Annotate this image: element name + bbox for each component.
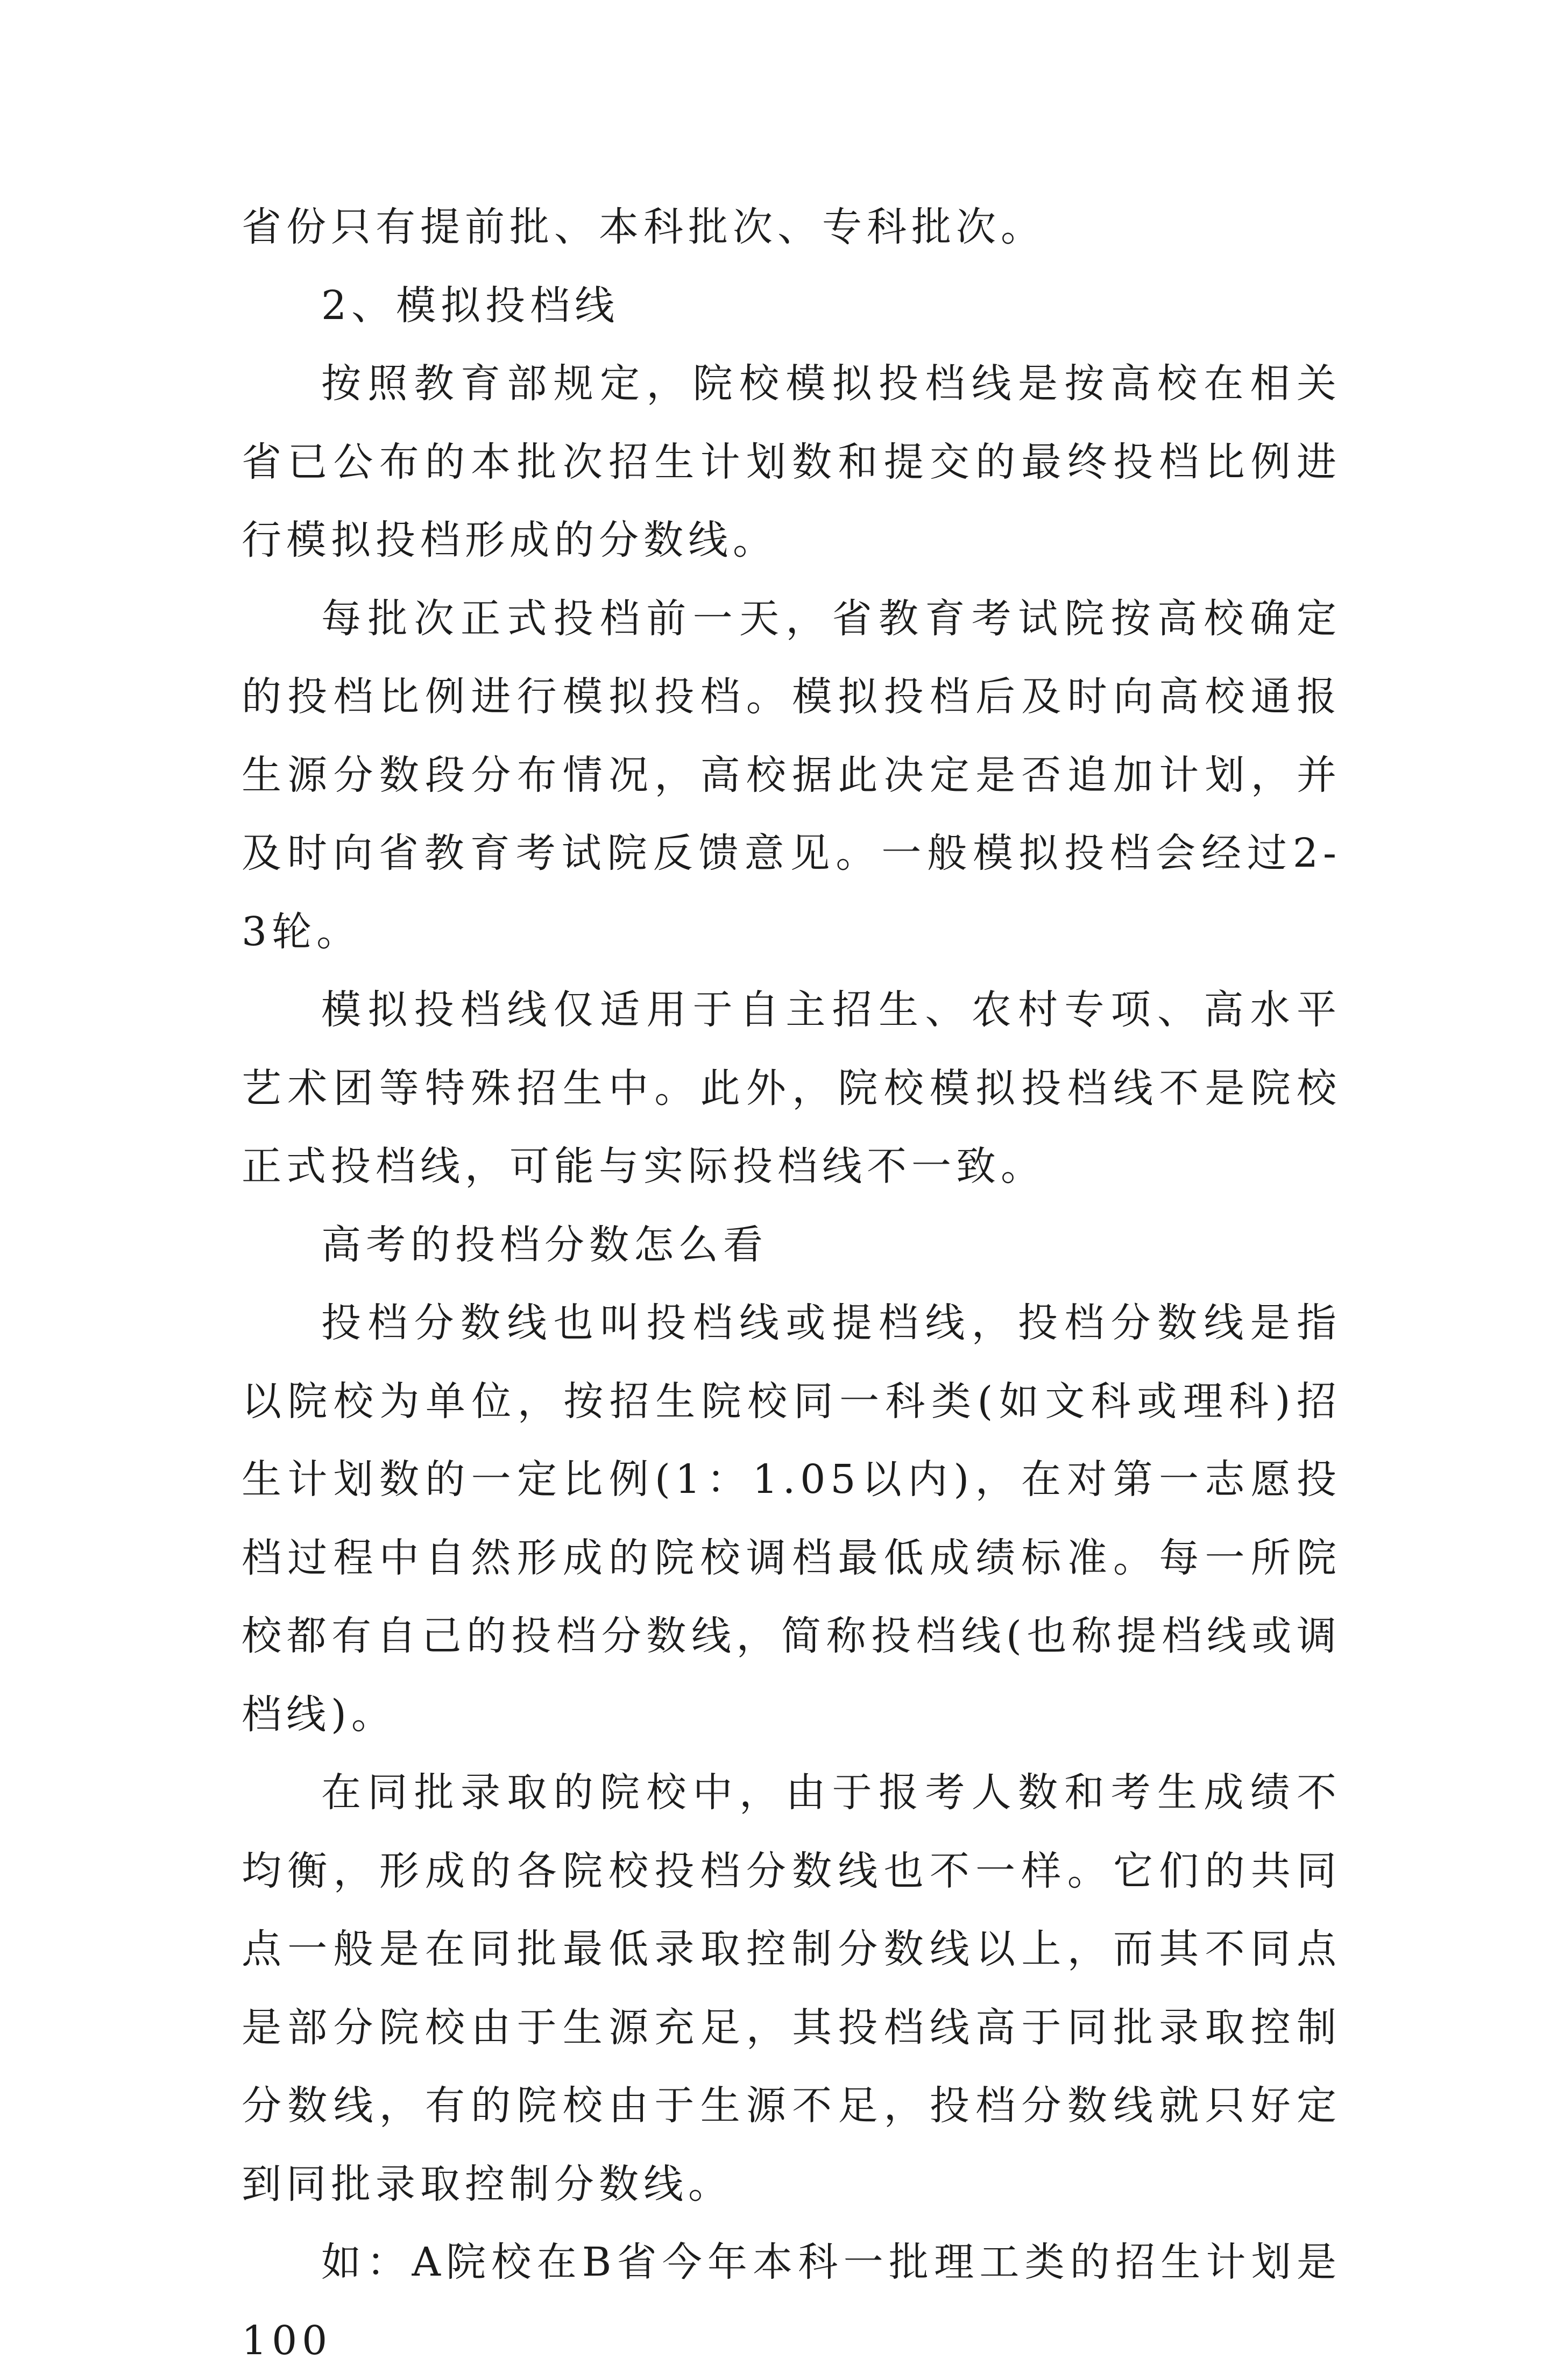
section-heading-how-to-read: 高考的投档分数怎么看 [321,1221,768,1268]
paragraph-score-line-differences: 在同批录取的院校中，由于报考人数和考生成绩不均衡，形成的各院校投档分数线也不一样。它们的共同点一般是在同批最低录取控制分数线以上，而其不同点是部分院校由于生源充足，其投档线高于同批录取控制分数线，有的院校由于生源不足，投档分数线就只好定到同批录取控制分数线。 [242,1769,1341,2207]
section-heading-simulated-line: 2、模拟投档线 [321,282,620,329]
paragraph-continuation: 省份只有提前批、本科批次、专科批次。 [242,204,1045,250]
paragraph-example: 如：A院校在B省今年本科一批理工类的招生计划是100 [242,2239,1341,2364]
paragraph-scope: 模拟投档线仅适用于自主招生、农村专项、高水平艺术团等特殊招生中。此外，院校模拟投档线不是院校正式投档线，可能与实际投档线不一致。 [242,987,1341,1189]
paragraph-simulation-process: 每批次正式投档前一天，省教育考试院按高校确定的投档比例进行模拟投档。模拟投档后及时向高校通报生源分数段分布情况，高校据此决定是否追加计划，并及时向省教育考试院反馈意见。一般模拟投档会经过2-3轮。 [242,595,1341,955]
paragraph-definition: 按照教育部规定，院校模拟投档线是按高校在相关省已公布的本批次招生计划数和提交的最终投档比例进行模拟投档形成的分数线。 [242,360,1341,563]
paragraph-score-line-definition: 投档分数线也叫投档线或提档线，投档分数线是指以院校为单位，按招生院校同一科类(如文科或理科)招生计划数的一定比例(1：1.05以内)，在对第一志愿投档过程中自然形成的院校调档最低成绩标准。每一所院校都有自己的投档分数线，简称投档线(也称提档线或调档线)。 [242,1300,1341,1738]
document-body [242,188,1341,2380]
